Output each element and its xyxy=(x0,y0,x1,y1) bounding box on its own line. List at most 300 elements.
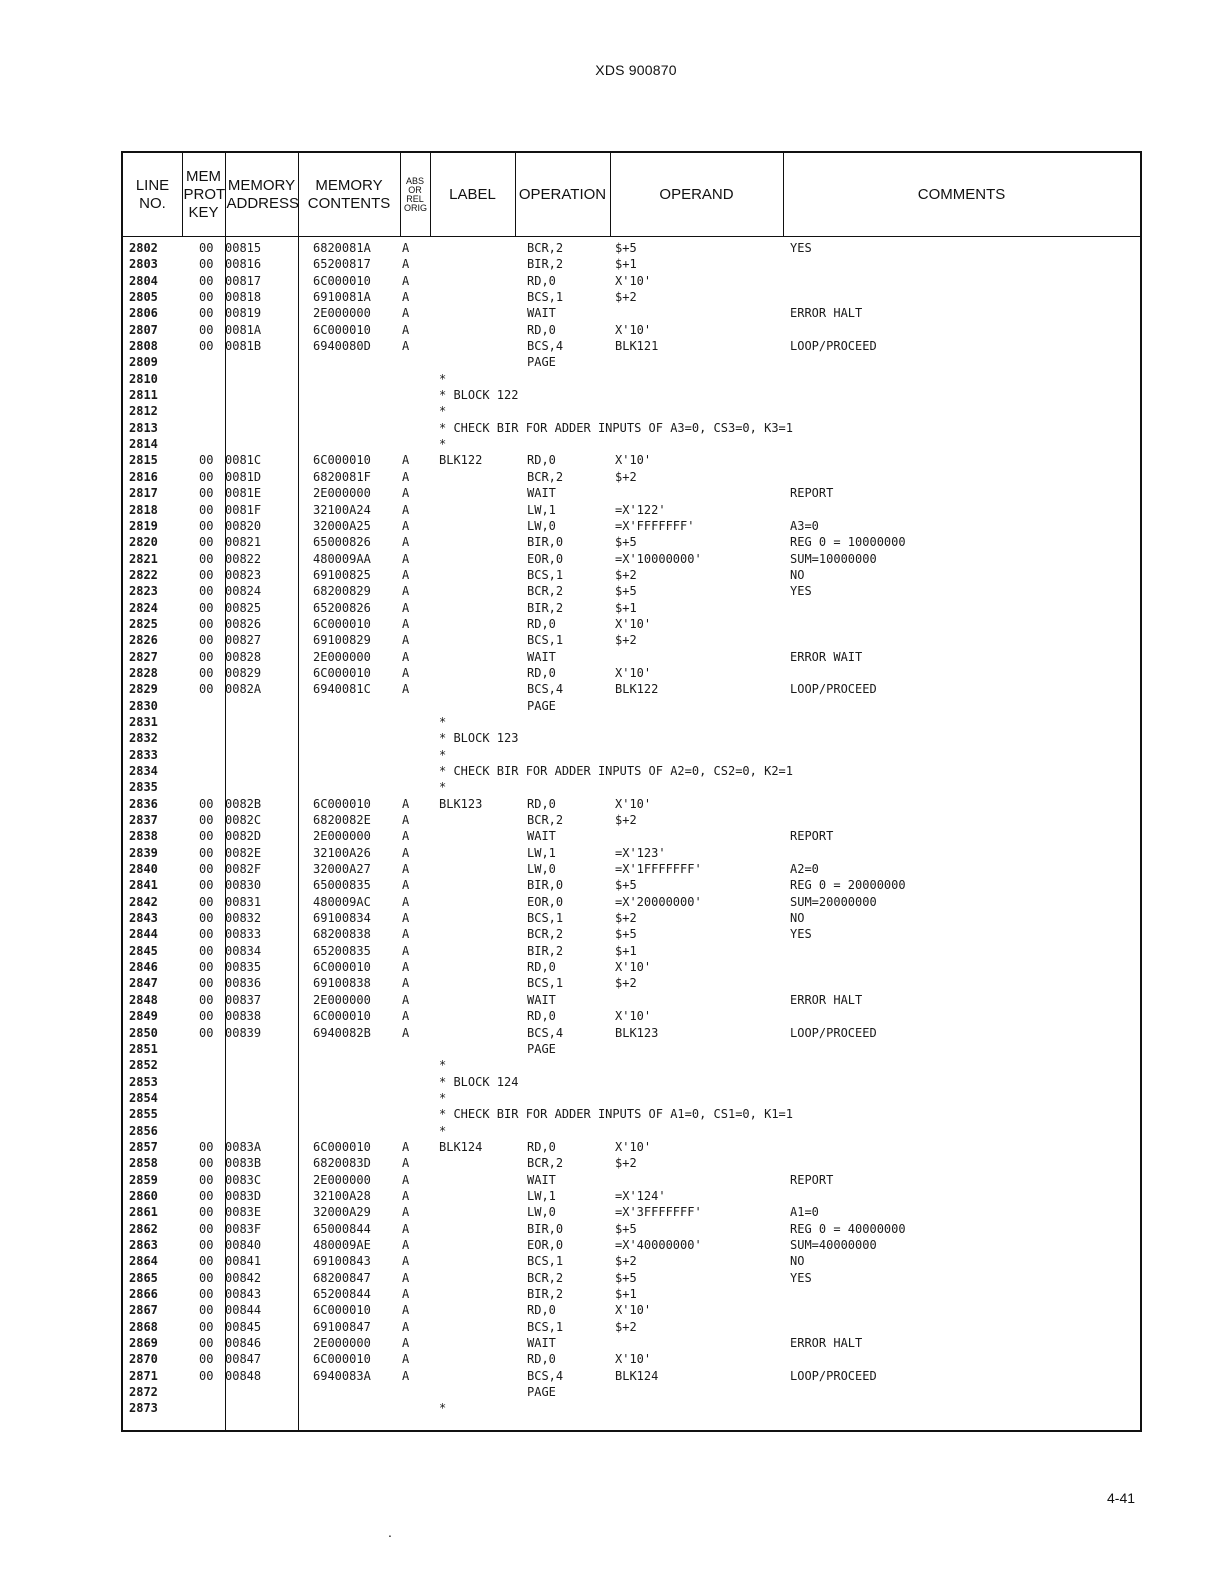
abs-rel-flag: A xyxy=(402,1352,410,1367)
operand: $+1 xyxy=(615,600,637,615)
operation: BCS,1 xyxy=(527,1254,564,1269)
mem-prot-key: 00 xyxy=(199,290,214,305)
table-row xyxy=(123,877,1140,893)
operand: $+5 xyxy=(615,878,637,893)
mem-prot-key: 00 xyxy=(199,1336,214,1351)
table-row xyxy=(123,1335,1140,1351)
operation: RD,0 xyxy=(527,453,556,468)
operation: BCR,2 xyxy=(527,469,564,484)
header-operation: OPERATION xyxy=(518,185,607,203)
line-number: 2847 xyxy=(129,976,158,991)
mem-prot-key: 00 xyxy=(199,976,214,991)
memory-address: 00830 xyxy=(225,878,262,893)
abs-rel-flag: A xyxy=(402,1221,410,1236)
memory-contents: 6C000010 xyxy=(313,616,371,631)
table-row xyxy=(123,256,1140,272)
memory-contents: 65000835 xyxy=(313,878,371,893)
table-row xyxy=(123,387,1140,403)
operation: BCS,4 xyxy=(527,682,564,697)
abs-rel-flag: A xyxy=(402,813,410,828)
memory-address: 00834 xyxy=(225,943,262,958)
line-number: 2814 xyxy=(129,437,158,452)
table-row xyxy=(123,1400,1140,1416)
operation: WAIT xyxy=(527,1172,556,1187)
table-row xyxy=(123,1074,1140,1090)
line-number: 2806 xyxy=(129,306,158,321)
operand: $+1 xyxy=(615,1287,637,1301)
memory-address: 00826 xyxy=(225,616,262,631)
table-row xyxy=(123,551,1140,567)
memory-address: 0081D xyxy=(225,469,262,484)
operation: BCS,1 xyxy=(527,976,564,991)
mem-prot-key: 00 xyxy=(199,306,214,321)
mem-prot-key: 00 xyxy=(199,649,214,664)
header-rule xyxy=(123,236,1140,237)
line-number: 2811 xyxy=(129,388,158,403)
operation: RD,0 xyxy=(527,796,556,811)
abs-rel-flag: A xyxy=(402,1205,410,1220)
abs-rel-flag: A xyxy=(402,257,410,272)
line-number: 2850 xyxy=(129,1025,158,1040)
abs-rel-flag: A xyxy=(402,1009,410,1024)
memory-address: 00832 xyxy=(225,911,262,926)
table-row xyxy=(123,1123,1140,1139)
mem-prot-key: 00 xyxy=(199,1237,214,1252)
abs-rel-flag: A xyxy=(402,1172,410,1187)
memory-contents: 69100825 xyxy=(313,567,371,582)
table-row xyxy=(123,1106,1140,1122)
memory-contents: 6910081A xyxy=(313,290,371,305)
label: BLK122 xyxy=(439,453,483,468)
memory-address: 0081A xyxy=(225,322,262,337)
header-memory-contents: MEMORY CONTENTS xyxy=(307,176,391,212)
operation: BCS,1 xyxy=(527,567,564,582)
memory-address: 00833 xyxy=(225,927,262,942)
operand: BLK123 xyxy=(615,1025,659,1040)
abs-rel-flag: A xyxy=(402,241,410,255)
footer-mark: . xyxy=(388,1524,392,1540)
operation: BCS,1 xyxy=(527,1319,564,1334)
mem-prot-key: 00 xyxy=(199,273,214,288)
operation: LW,0 xyxy=(527,518,556,533)
memory-contents: 32100A28 xyxy=(313,1188,371,1203)
abs-rel-flag: A xyxy=(402,616,410,631)
header-abs-rel-orig: ABS OR REL ORIG xyxy=(404,175,428,213)
abs-rel-flag: A xyxy=(402,502,410,517)
label: BLK124 xyxy=(439,1139,483,1154)
operation: BCR,2 xyxy=(527,584,564,599)
abs-rel-flag: A xyxy=(402,486,410,501)
label: * xyxy=(439,1123,447,1138)
memory-address: 00829 xyxy=(225,665,262,680)
operand: $+2 xyxy=(615,633,637,648)
abs-rel-flag: A xyxy=(402,469,410,484)
abs-rel-flag: A xyxy=(402,535,410,550)
table-row xyxy=(123,1237,1140,1253)
memory-contents: 32100A26 xyxy=(313,845,371,860)
memory-contents: 2E000000 xyxy=(313,829,371,844)
abs-rel-flag: A xyxy=(402,878,410,893)
operation: RD,0 xyxy=(527,322,556,337)
mem-prot-key: 00 xyxy=(199,1025,214,1040)
table-row xyxy=(123,992,1140,1008)
operand: $+1 xyxy=(615,257,637,272)
line-number: 2873 xyxy=(129,1401,158,1416)
header-memory-address: MEMORY ADDRESS xyxy=(226,176,300,212)
line-number: 2853 xyxy=(129,1074,158,1089)
table-row xyxy=(123,1221,1140,1237)
line-number: 2871 xyxy=(129,1368,158,1383)
label: * xyxy=(439,1058,447,1073)
operation: BIR,0 xyxy=(527,535,564,550)
abs-rel-flag: A xyxy=(402,518,410,533)
line-number: 2817 xyxy=(129,486,158,501)
operand: =X'123' xyxy=(615,845,666,860)
memory-address: 0082F xyxy=(225,862,262,877)
line-number: 2822 xyxy=(129,567,158,582)
table-row xyxy=(123,698,1140,714)
table-row xyxy=(123,534,1140,550)
operand: X'10' xyxy=(615,273,652,288)
mem-prot-key: 00 xyxy=(199,1188,214,1203)
abs-rel-flag: A xyxy=(402,927,410,942)
memory-address: 0081F xyxy=(225,502,262,517)
operation: BIR,2 xyxy=(527,257,564,272)
abs-rel-flag: A xyxy=(402,322,410,337)
operand: X'10' xyxy=(615,1139,652,1154)
label: * xyxy=(439,371,447,386)
table-row xyxy=(123,289,1140,305)
operand: =X'3FFFFFFF' xyxy=(615,1205,702,1220)
line-number: 2866 xyxy=(129,1287,158,1301)
abs-rel-flag: A xyxy=(402,960,410,975)
mem-prot-key: 00 xyxy=(199,1319,214,1334)
operation: BCR,2 xyxy=(527,241,564,255)
operation: PAGE xyxy=(527,355,556,370)
comment: SUM=40000000 xyxy=(790,1237,877,1252)
mem-prot-key: 00 xyxy=(199,241,214,255)
abs-rel-flag: A xyxy=(402,551,410,566)
mem-prot-key: 00 xyxy=(199,486,214,501)
line-number: 2808 xyxy=(129,339,158,354)
line-number: 2819 xyxy=(129,518,158,533)
operand: $+2 xyxy=(615,1156,637,1171)
operation: BCS,4 xyxy=(527,1368,564,1383)
memory-address: 0083C xyxy=(225,1172,262,1187)
memory-contents: 2E000000 xyxy=(313,992,371,1007)
memory-contents: 32000A27 xyxy=(313,862,371,877)
operand: $+5 xyxy=(615,241,637,255)
comment: NO xyxy=(790,1254,805,1269)
line-number: 2837 xyxy=(129,813,158,828)
table-row xyxy=(123,1008,1140,1024)
operation: BIR,0 xyxy=(527,878,564,893)
line-number: 2807 xyxy=(129,322,158,337)
memory-address: 00844 xyxy=(225,1303,262,1318)
label: * CHECK BIR FOR ADDER INPUTS OF A1=0, CS1=0, K1=1 xyxy=(439,1107,794,1122)
operation: BIR,2 xyxy=(527,600,564,615)
memory-contents: 2E000000 xyxy=(313,306,371,321)
operand: $+5 xyxy=(615,584,637,599)
label: BLK123 xyxy=(439,796,483,811)
line-number: 2818 xyxy=(129,502,158,517)
comment: YES xyxy=(790,927,812,942)
memory-contents: 69100834 xyxy=(313,911,371,926)
mem-prot-key: 00 xyxy=(199,600,214,615)
operand: =X'FFFFFFF' xyxy=(615,518,695,533)
table-row xyxy=(123,828,1140,844)
memory-address: 00843 xyxy=(225,1287,262,1301)
mem-prot-key: 00 xyxy=(199,322,214,337)
table-row xyxy=(123,1286,1140,1302)
memory-address: 00818 xyxy=(225,290,262,305)
operand: $+2 xyxy=(615,290,637,305)
line-number: 2848 xyxy=(129,992,158,1007)
memory-contents: 32000A29 xyxy=(313,1205,371,1220)
line-number: 2844 xyxy=(129,927,158,942)
table-row xyxy=(123,796,1140,812)
table-row xyxy=(123,616,1140,632)
memory-contents: 69100829 xyxy=(313,633,371,648)
operand: =X'10000000' xyxy=(615,551,702,566)
header-mem-prot-key: MEM PROT KEY xyxy=(183,167,226,221)
memory-contents: 6C000010 xyxy=(313,1139,371,1154)
comment: LOOP/PROCEED xyxy=(790,1368,877,1383)
operation: RD,0 xyxy=(527,665,556,680)
comment: ERROR WAIT xyxy=(790,649,863,664)
abs-rel-flag: A xyxy=(402,306,410,321)
label: * xyxy=(439,1090,447,1105)
memory-contents: 65200835 xyxy=(313,943,371,958)
comment: A1=0 xyxy=(790,1205,819,1220)
memory-address: 0082E xyxy=(225,845,262,860)
memory-address: 00828 xyxy=(225,649,262,664)
operation: RD,0 xyxy=(527,1303,556,1318)
line-number: 2833 xyxy=(129,747,158,762)
abs-rel-flag: A xyxy=(402,1237,410,1252)
memory-address: 00823 xyxy=(225,567,262,582)
line-number: 2867 xyxy=(129,1303,158,1318)
abs-rel-flag: A xyxy=(402,1303,410,1318)
operand: =X'122' xyxy=(615,502,666,517)
line-number: 2863 xyxy=(129,1237,158,1252)
abs-rel-flag: A xyxy=(402,1139,410,1154)
line-number: 2802 xyxy=(129,241,158,255)
abs-rel-flag: A xyxy=(402,1336,410,1351)
mem-prot-key: 00 xyxy=(199,1139,214,1154)
table-row xyxy=(123,1155,1140,1171)
table-row xyxy=(123,665,1140,681)
document-id: XDS 900870 xyxy=(595,62,677,78)
memory-address: 0082B xyxy=(225,796,262,811)
label: * xyxy=(439,1401,447,1416)
memory-address: 0082D xyxy=(225,829,262,844)
memory-contents: 2E000000 xyxy=(313,1336,371,1351)
abs-rel-flag: A xyxy=(402,453,410,468)
mem-prot-key: 00 xyxy=(199,1270,214,1285)
operand: X'10' xyxy=(615,322,652,337)
operation: BCR,2 xyxy=(527,1270,564,1285)
line-number: 2832 xyxy=(129,731,158,746)
table-row xyxy=(123,420,1140,436)
memory-address: 00841 xyxy=(225,1254,262,1269)
operand: =X'1FFFFFFF' xyxy=(615,862,702,877)
line-number: 2859 xyxy=(129,1172,158,1187)
memory-address: 00839 xyxy=(225,1025,262,1040)
mem-prot-key: 00 xyxy=(199,813,214,828)
operation: RD,0 xyxy=(527,960,556,975)
label: * xyxy=(439,747,447,762)
mem-prot-key: 00 xyxy=(199,502,214,517)
line-number: 2872 xyxy=(129,1385,158,1400)
abs-rel-flag: A xyxy=(402,1287,410,1301)
operand: $+2 xyxy=(615,469,637,484)
memory-contents: 6C000010 xyxy=(313,960,371,975)
abs-rel-flag: A xyxy=(402,1270,410,1285)
abs-rel-flag: A xyxy=(402,649,410,664)
mem-prot-key: 00 xyxy=(199,257,214,272)
table-row xyxy=(123,845,1140,861)
label: * xyxy=(439,780,447,795)
line-number: 2813 xyxy=(129,420,158,435)
memory-contents: 65000844 xyxy=(313,1221,371,1236)
line-number: 2869 xyxy=(129,1336,158,1351)
comment: NO xyxy=(790,911,805,926)
table-row xyxy=(123,1302,1140,1318)
comment: REG 0 = 40000000 xyxy=(790,1221,906,1236)
operation: BCR,2 xyxy=(527,1156,564,1171)
header-label: LABEL xyxy=(449,185,496,203)
abs-rel-flag: A xyxy=(402,1025,410,1040)
mem-prot-key: 00 xyxy=(199,845,214,860)
table-row xyxy=(123,371,1140,387)
operand: $+1 xyxy=(615,943,637,958)
label: * xyxy=(439,437,447,452)
mem-prot-key: 00 xyxy=(199,1368,214,1383)
memory-contents: 69100838 xyxy=(313,976,371,991)
label: * xyxy=(439,714,447,729)
line-number: 2870 xyxy=(129,1352,158,1367)
table-row xyxy=(123,926,1140,942)
memory-contents: 65200844 xyxy=(313,1287,371,1301)
table-row xyxy=(123,779,1140,795)
memory-address: 00825 xyxy=(225,600,262,615)
memory-address: 00821 xyxy=(225,535,262,550)
line-number: 2857 xyxy=(129,1139,158,1154)
line-number: 2868 xyxy=(129,1319,158,1334)
line-number: 2834 xyxy=(129,764,158,778)
table-row xyxy=(123,1384,1140,1400)
header-comments: COMMENTS xyxy=(917,185,1006,203)
memory-address: 00831 xyxy=(225,894,262,909)
memory-contents: 65200817 xyxy=(313,257,371,272)
table-row xyxy=(123,600,1140,616)
operation: LW,0 xyxy=(527,862,556,877)
table-row xyxy=(123,1188,1140,1204)
memory-address: 00827 xyxy=(225,633,262,648)
operand: X'10' xyxy=(615,1352,652,1367)
table-row xyxy=(123,322,1140,338)
table-row xyxy=(123,943,1140,959)
operand: $+2 xyxy=(615,976,637,991)
memory-address: 0081C xyxy=(225,453,262,468)
line-number: 2823 xyxy=(129,584,158,599)
line-number: 2821 xyxy=(129,551,158,566)
operation: PAGE xyxy=(527,1385,556,1400)
mem-prot-key: 00 xyxy=(199,878,214,893)
line-number: 2804 xyxy=(129,273,158,288)
operation: PAGE xyxy=(527,698,556,713)
line-number: 2861 xyxy=(129,1205,158,1220)
abs-rel-flag: A xyxy=(402,1254,410,1269)
comment: LOOP/PROCEED xyxy=(790,1025,877,1040)
memory-contents: 6C000010 xyxy=(313,1009,371,1024)
operation: LW,1 xyxy=(527,1188,556,1203)
table-row xyxy=(123,812,1140,828)
memory-contents: 65200826 xyxy=(313,600,371,615)
abs-rel-flag: A xyxy=(402,845,410,860)
operand: =X'20000000' xyxy=(615,894,702,909)
abs-rel-flag: A xyxy=(402,273,410,288)
memory-contents: 69100847 xyxy=(313,1319,371,1334)
label: * BLOCK 123 xyxy=(439,731,519,746)
line-number: 2815 xyxy=(129,453,158,468)
label: * CHECK BIR FOR ADDER INPUTS OF A2=0, CS2=0, K2=1 xyxy=(439,764,794,778)
listing-table xyxy=(121,151,1142,1432)
mem-prot-key: 00 xyxy=(199,911,214,926)
operand: $+2 xyxy=(615,1319,637,1334)
table-row xyxy=(123,452,1140,468)
operation: WAIT xyxy=(527,1336,556,1351)
line-number: 2851 xyxy=(129,1041,158,1056)
comment: YES xyxy=(790,584,812,599)
comment: REG 0 = 10000000 xyxy=(790,535,906,550)
table-row xyxy=(123,861,1140,877)
table-row xyxy=(123,975,1140,991)
table-row xyxy=(123,403,1140,419)
line-number: 2838 xyxy=(129,829,158,844)
line-number: 2862 xyxy=(129,1221,158,1236)
memory-contents: 6C000010 xyxy=(313,273,371,288)
line-number: 2845 xyxy=(129,943,158,958)
memory-address: 00820 xyxy=(225,518,262,533)
operand: X'10' xyxy=(615,960,652,975)
mem-prot-key: 00 xyxy=(199,1156,214,1171)
memory-address: 00847 xyxy=(225,1352,262,1367)
table-row xyxy=(123,1204,1140,1220)
operation: WAIT xyxy=(527,306,556,321)
memory-address: 00838 xyxy=(225,1009,262,1024)
mem-prot-key: 00 xyxy=(199,829,214,844)
operand: $+2 xyxy=(615,911,637,926)
operation: RD,0 xyxy=(527,1139,556,1154)
table-row xyxy=(123,338,1140,354)
table-row xyxy=(123,240,1140,256)
mem-prot-key: 00 xyxy=(199,862,214,877)
abs-rel-flag: A xyxy=(402,584,410,599)
operation: BIR,2 xyxy=(527,943,564,958)
mem-prot-key: 00 xyxy=(199,1352,214,1367)
memory-address: 00835 xyxy=(225,960,262,975)
memory-address: 0083F xyxy=(225,1221,262,1236)
line-number: 2840 xyxy=(129,862,158,877)
mem-prot-key: 00 xyxy=(199,616,214,631)
comment: ERROR HALT xyxy=(790,1336,863,1351)
abs-rel-flag: A xyxy=(402,796,410,811)
memory-address: 00837 xyxy=(225,992,262,1007)
abs-rel-flag: A xyxy=(402,682,410,697)
table-row xyxy=(123,1041,1140,1057)
